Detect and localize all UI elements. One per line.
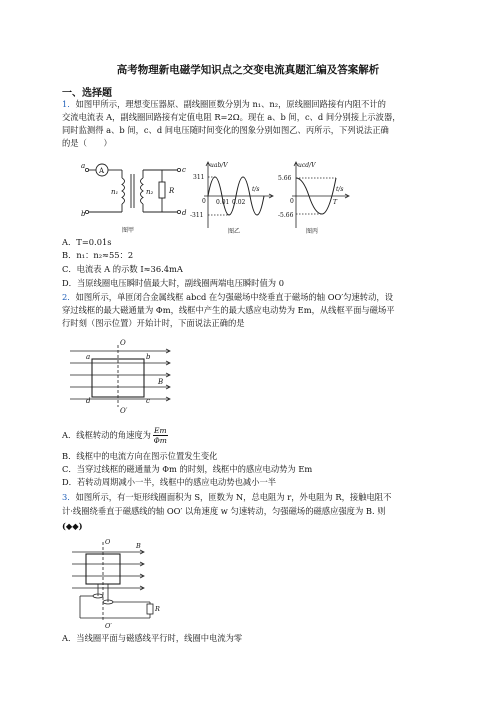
label-R: R — [169, 187, 175, 195]
q2-option-a-denominator: Φm — [153, 436, 167, 445]
q2-number: 2． — [62, 292, 76, 302]
q2-text-1: 如图所示，单匝闭合金属线框 abcd 在匀强磁场中绕垂直于磁场的轴 OO′匀速转动，设 — [75, 292, 393, 302]
bing-t1: T — [333, 199, 338, 206]
q1-option-d: D．当原线圈电压瞬时值最大时，副线圈两端电压瞬时值为 0 — [62, 278, 284, 288]
q2-label-d: d — [86, 397, 91, 405]
q1-text-1: 如图甲所示，理想变压器原、副线圈匝数分别为 n₁、n₂，原线圈回路接有内阻不计的 — [75, 99, 386, 109]
q3-figure — [70, 538, 160, 630]
label-n1: n₁ — [111, 188, 119, 196]
caption-bing: 图丙 — [306, 228, 319, 235]
q3-option-a: A．当线圈平面与磁感线平行时，线圈中电流为零 — [62, 633, 243, 643]
q1-text-2: 交流电流表 A，副线圈回路接有定值电阻 R=2Ω。现在 a、b 间，c、d 间分别接上示波器， — [62, 112, 401, 122]
terminal-d — [177, 210, 180, 213]
q2-option-a-numerator: Em — [153, 426, 167, 435]
q2-option-c: C．当穿过线框的磁通量为 Φm 的时刻，线框中的感应电动势为 Em — [62, 464, 313, 474]
yi-t1: 0.01 — [216, 199, 230, 206]
ammeter-label: A — [99, 167, 105, 175]
q2-option-a — [62, 426, 168, 445]
q2-label-O2: O′ — [120, 407, 128, 415]
label-d: d — [182, 209, 187, 217]
yi-t2: 0.02 — [232, 199, 246, 206]
q2-option-d: D．若转动周期减小一半，线框中的感应电动势也减小一半 — [62, 477, 277, 487]
q3-text-3: (◆◆) — [62, 521, 83, 531]
terminal-a — [85, 168, 88, 171]
label-n2: n₂ — [146, 188, 154, 196]
caption-yi: 图乙 — [228, 228, 241, 235]
bing-origin: 0 — [290, 198, 294, 205]
q2-label-O: O — [120, 339, 126, 347]
label-b: b — [81, 210, 86, 218]
label-c: c — [182, 166, 186, 174]
q1-text-4: 的是（ ） — [62, 138, 112, 148]
yi-ymin: -311 — [190, 212, 204, 219]
yi-ylabel: uab/V — [210, 162, 228, 169]
terminal-c — [177, 168, 180, 171]
q1-number: 1． — [62, 99, 76, 109]
bing-ylabel: ucd/V — [298, 162, 316, 169]
section-heading: 一、选择题 — [62, 88, 112, 99]
q3-number: 3． — [62, 492, 76, 502]
q3-text-1: 如图所示，有一矩形线圈面积为 S，匝数为 N，总电阻为 r，外电阻为 R，接触电阻不 — [75, 492, 392, 502]
q2-label-B: B — [158, 378, 164, 386]
yi-xlabel: t/s — [252, 186, 260, 193]
bing-ymin: -5.66 — [278, 212, 294, 219]
q2-option-a-text: A．线框转动的角速度为 — [62, 430, 151, 440]
q3-label-O: O — [105, 538, 111, 546]
q1-figure-jia — [82, 160, 190, 236]
q1-figure-bing — [278, 160, 352, 236]
q2-text-2: 穿过线框的最大磁通量为 Φm，线框中产生的最大感应电动势为 Em，从线框平面与磁场平 — [62, 305, 395, 315]
doc-title: 高考物理新电磁学知识点之交变电流真题汇编及答案解析 — [116, 64, 380, 76]
q2-figure — [66, 337, 176, 413]
q2-option-b: B．线框中的电流方向在图示位置发生变化 — [62, 451, 218, 461]
bing-xlabel: t/s — [336, 186, 344, 193]
q3-text-2: 计·线圈绕垂直于磁感线的轴 OO′ 以角速度 w 匀速转动，匀强磁场的磁感应强度为 B. 则 — [62, 506, 386, 516]
q2-text-3: 行时刻（图示位置）开始计时，下面说法正确的是 — [62, 318, 245, 328]
caption-jia: 图甲 — [122, 227, 135, 234]
q3-label-R: R — [155, 605, 160, 613]
q1-text-3: 同时监测得 a、b 间，c、d 间电压随时间变化的图象分别如图乙、丙所示，下列说法正确 — [62, 125, 389, 135]
q2-label-b: b — [146, 353, 151, 361]
bing-ymax: 5.66 — [278, 175, 292, 182]
q1-option-a: A．T=0.01s — [62, 237, 112, 247]
yi-origin: 0 — [202, 198, 206, 205]
label-a: a — [81, 162, 86, 170]
terminal-b — [85, 210, 88, 213]
q1-line-1 — [62, 98, 386, 111]
q2-label-a: a — [86, 353, 91, 361]
q3-label-B: B — [136, 542, 141, 550]
yi-ymax: 311 — [193, 174, 205, 181]
q1-option-c: C．电流表 A 的示数 I≈36.4mA — [62, 264, 183, 274]
q2-line-1 — [62, 291, 393, 304]
q3-line-1 — [62, 491, 391, 504]
q1-figure-yi — [190, 160, 276, 236]
q3-label-O2: O′ — [105, 622, 112, 630]
q1-option-b: B．n₁：n₂≈55：2 — [62, 250, 134, 260]
q2-label-c: c — [146, 397, 150, 405]
